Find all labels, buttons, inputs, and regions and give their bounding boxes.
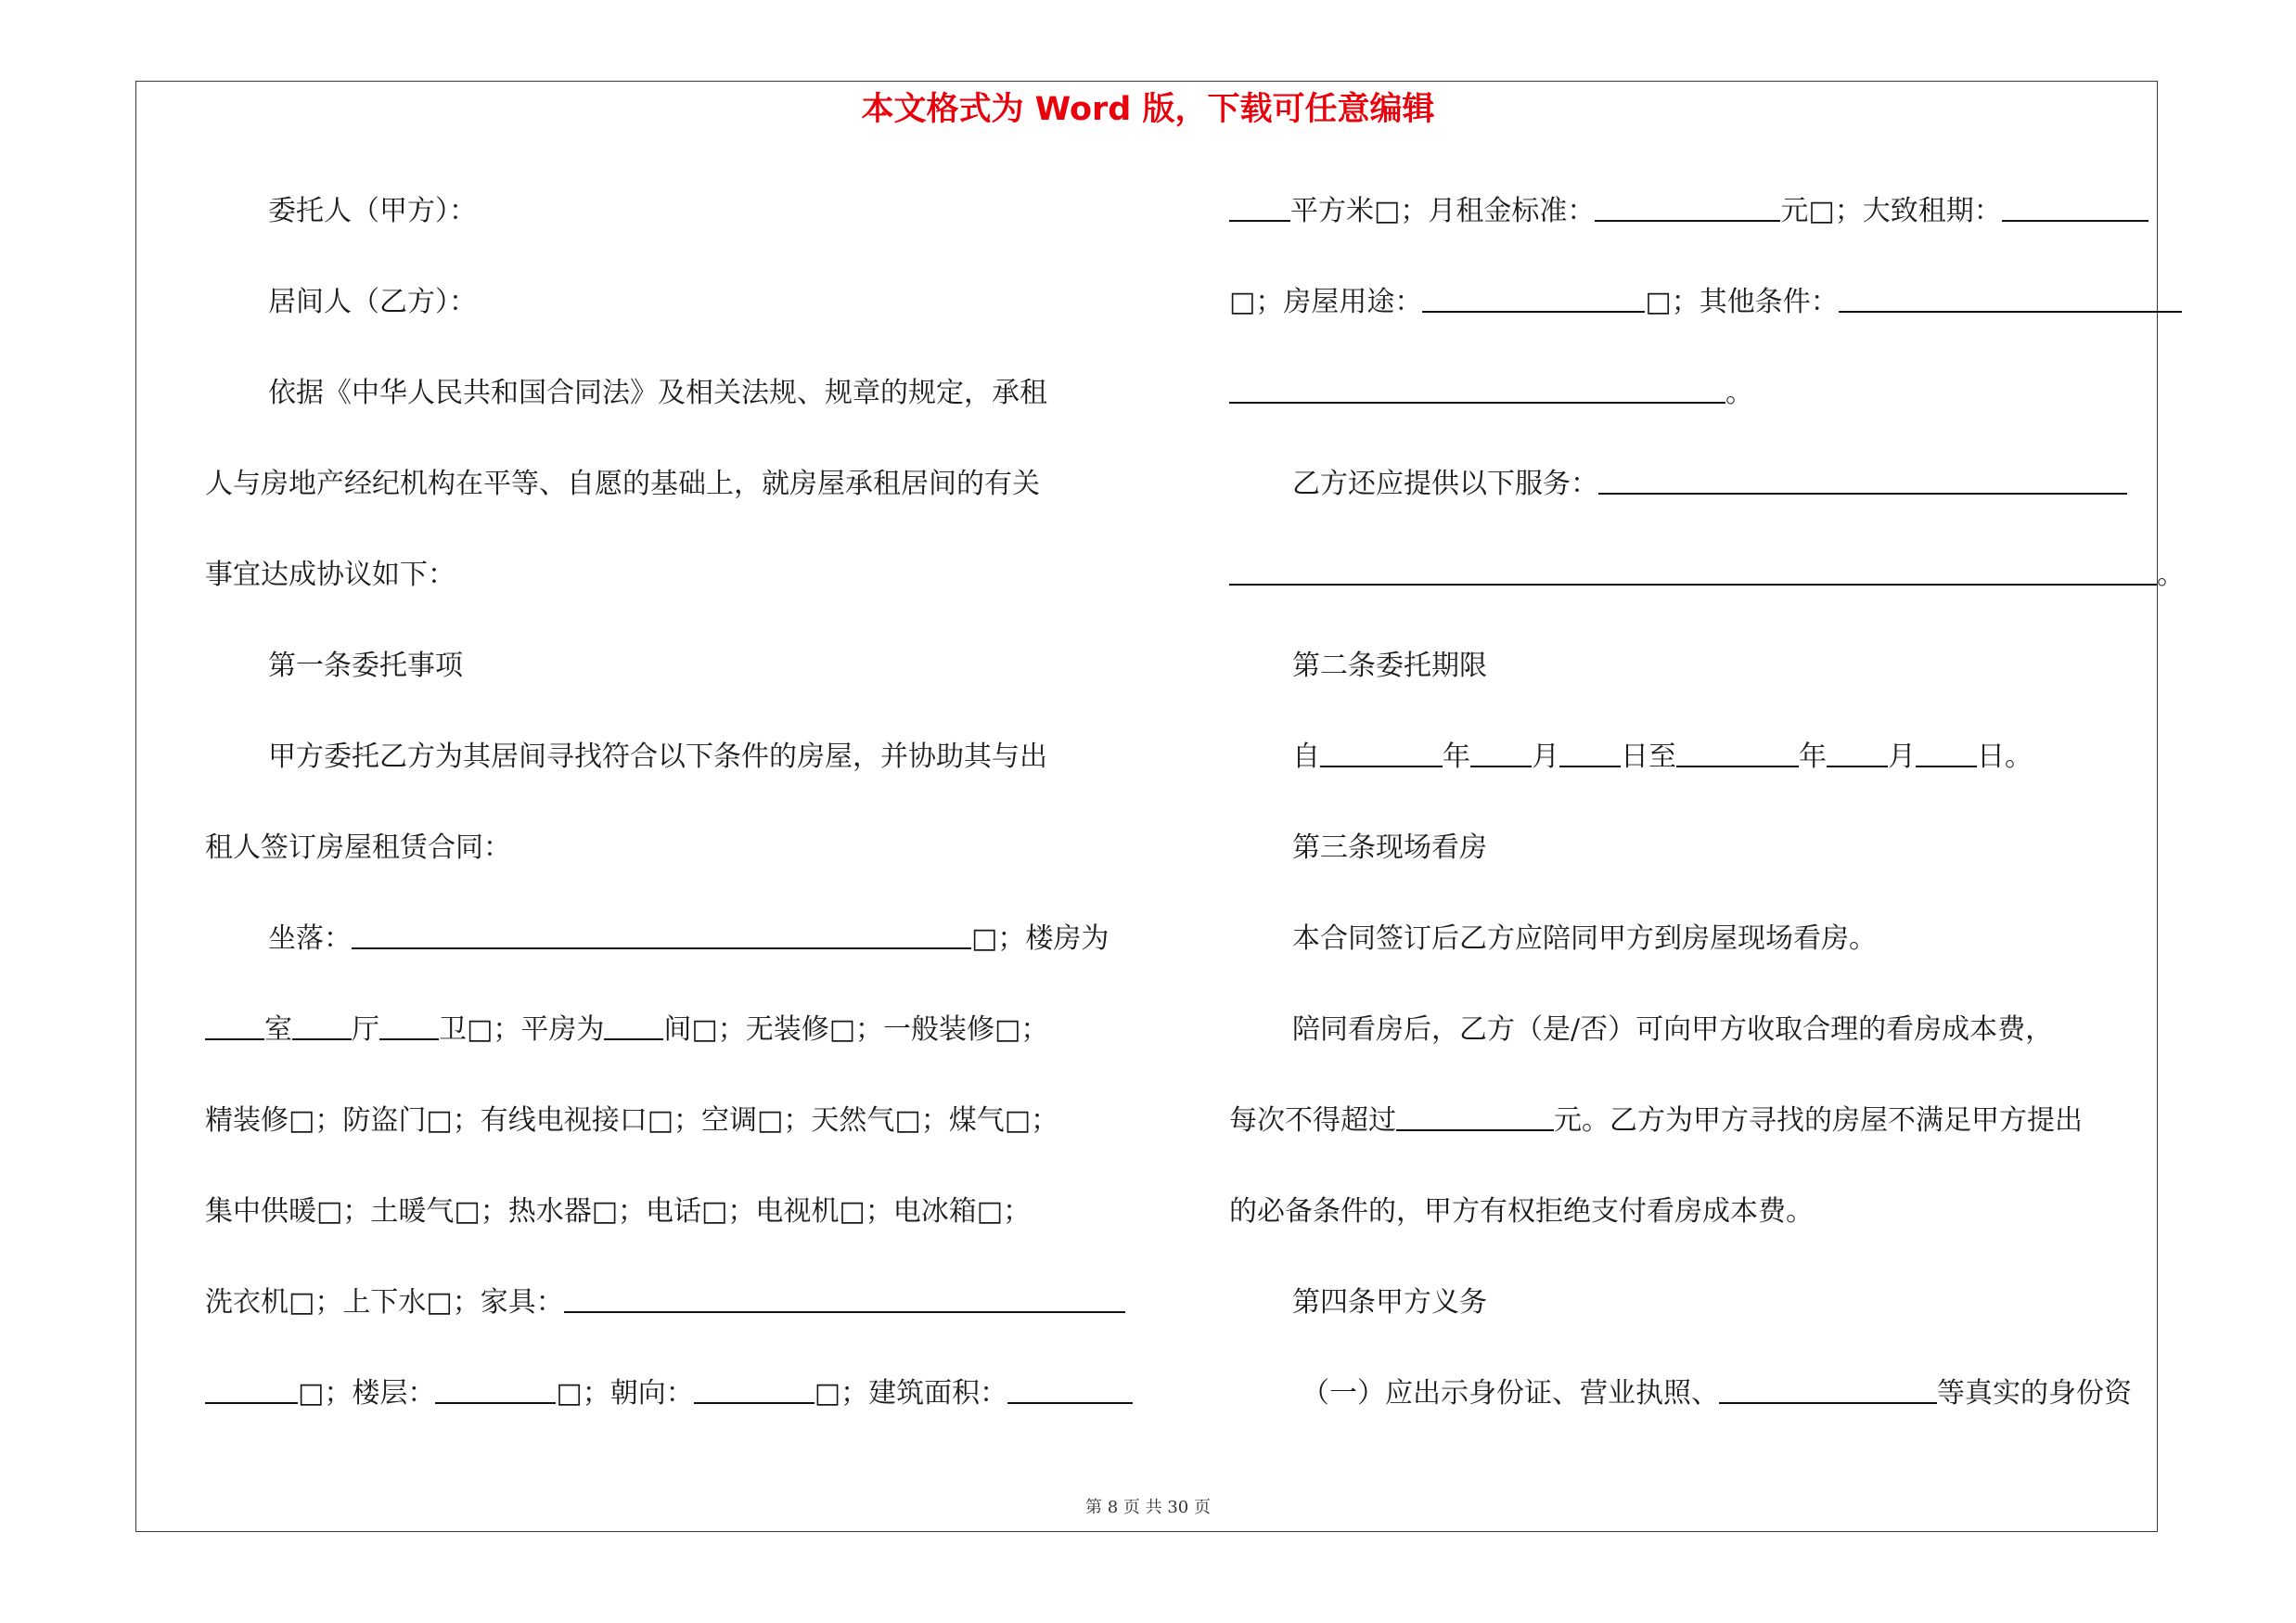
- month-label: 月: [1532, 741, 1559, 773]
- rooms-label: 室: [264, 1013, 292, 1046]
- floor-blank[interactable]: [435, 1402, 556, 1404]
- term-label: 元□；大致租期：: [1780, 195, 2002, 227]
- furniture-blank-cont[interactable]: [205, 1402, 298, 1404]
- location-line: [205, 911, 1135, 1002]
- services-blank[interactable]: [1598, 493, 2127, 495]
- end-month-blank[interactable]: [1827, 766, 1888, 767]
- services-blank-cont[interactable]: [1229, 584, 2157, 586]
- bungalow-blank[interactable]: [604, 1038, 663, 1040]
- rooms-line: [205, 1002, 1135, 1093]
- other-conditions-label: □；其他条件：: [1645, 286, 1839, 318]
- other-conditions-blank[interactable]: [1839, 311, 2182, 313]
- bungalow-label: 间□；无装修□；一般装修□；: [663, 1013, 1049, 1046]
- preamble-line-3: 事宜达成协议如下：: [205, 559, 455, 591]
- month-label: 月: [1888, 741, 1916, 773]
- article-3-line-3: [1229, 1093, 2159, 1184]
- from-label: 自: [1292, 741, 1320, 773]
- term-dates-line: [1229, 729, 2159, 820]
- furniture-label: 洗衣机□；上下水□；家具：: [205, 1286, 564, 1319]
- year-label: 年: [1443, 741, 1470, 773]
- amenities-line-1: 精装修□；防盗门□；有线电视接口□；空调□；天然气□；煤气□；: [205, 1104, 1059, 1137]
- preamble-line-1: 依据《中华人民共和国合同法》及相关法规、规章的规定，承租: [268, 377, 1047, 409]
- floor-line: [205, 1366, 1135, 1457]
- fee-limit-text: 元。乙方为甲方寻找的房屋不满足甲方提出: [1554, 1104, 2083, 1137]
- day-label: 日。: [1977, 741, 2033, 773]
- area-blank[interactable]: [1007, 1402, 1133, 1404]
- period-mark: 。: [1725, 377, 1753, 409]
- article-3-line-1: 本合同签订后乙方应陪同甲方到房屋现场看房。: [1292, 922, 1877, 955]
- usage-label: □；房屋用途：: [1229, 286, 1423, 318]
- broker-party-line: 居间人（乙方）：: [268, 286, 477, 318]
- right-column: [1229, 184, 2185, 1457]
- other-conditions-cont-line: [1229, 366, 2159, 457]
- floor-label: □；楼层：: [298, 1377, 436, 1410]
- preamble-line-2: 人与房地产经纪机构在平等、自愿的基础上，就房屋承租居间的有关: [205, 468, 1040, 500]
- furniture-blank[interactable]: [564, 1311, 1125, 1313]
- id-docs-label: （一）应出示身份证、营业执照、: [1302, 1377, 1719, 1410]
- period-mark: 。: [2157, 559, 2185, 591]
- amenities-line-3: [205, 1275, 1135, 1366]
- start-day-blank[interactable]: [1559, 766, 1621, 767]
- services-cont-line: [1229, 547, 2185, 638]
- id-docs-blank[interactable]: [1719, 1402, 1937, 1404]
- article-3-line-2: 陪同看房后，乙方（是/否）可向甲方收取合理的看房成本费，: [1292, 1013, 2054, 1046]
- article-3-line-4: 的必备条件的，甲方有权拒绝支付看房成本费。: [1229, 1195, 1814, 1228]
- word-format-banner: 本文格式为 Word 版，下载可任意编辑: [861, 91, 1435, 128]
- start-month-blank[interactable]: [1470, 766, 1532, 767]
- client-party-line: 委托人（甲方）：: [268, 195, 477, 227]
- year-label: 年: [1799, 741, 1827, 773]
- usage-line: [1229, 275, 2159, 366]
- baths-label: 卫□；平房为: [439, 1013, 605, 1046]
- id-docs-text: 等真实的身份资: [1937, 1377, 2132, 1410]
- article-4-heading: 第四条甲方义务: [1292, 1286, 1487, 1319]
- page-number: 第 8 页 共 30 页: [1085, 1498, 1211, 1517]
- area-label: □；建筑面积：: [814, 1377, 1008, 1410]
- rent-blank[interactable]: [1595, 220, 1780, 222]
- orientation-blank[interactable]: [694, 1402, 815, 1404]
- rent-line: [1229, 184, 2159, 275]
- halls-label: 厅: [352, 1013, 379, 1046]
- amenities-line-2: 集中供暖□；土暖气□；热水器□；电话□；电视机□；电冰箱□；: [205, 1195, 1032, 1228]
- article-1-line-1: 甲方委托乙方为其居间寻找符合以下条件的房屋，并协助其与出: [268, 741, 1047, 773]
- article-1-line-2: 租人签订房屋租赁合同：: [205, 831, 511, 864]
- article-3-heading: 第三条现场看房: [1292, 831, 1487, 864]
- services-label: 乙方还应提供以下服务：: [1292, 468, 1598, 500]
- day-to-label: 日至: [1621, 741, 1676, 773]
- left-column: [205, 184, 1135, 1457]
- rent-label: 平方米□；月租金标准：: [1290, 195, 1596, 227]
- fee-limit-blank[interactable]: [1396, 1129, 1554, 1131]
- other-conditions-blank-cont[interactable]: [1229, 402, 1725, 404]
- article-2-heading: 第二条委托期限: [1292, 650, 1487, 682]
- article-1-heading: 第一条委托事项: [268, 650, 463, 682]
- end-day-blank[interactable]: [1916, 766, 1977, 767]
- baths-blank[interactable]: [379, 1038, 439, 1040]
- location-blank[interactable]: [352, 947, 971, 949]
- term-blank[interactable]: [2002, 220, 2148, 222]
- building-label: □；楼房为: [971, 922, 1110, 955]
- halls-blank[interactable]: [292, 1038, 352, 1040]
- article-4-line-1: [1229, 1366, 2159, 1457]
- area-blank-cont[interactable]: [1229, 220, 1290, 222]
- usage-blank[interactable]: [1422, 311, 1645, 313]
- orientation-label: □；朝向：: [556, 1377, 694, 1410]
- services-line: [1229, 457, 2159, 547]
- fee-limit-label: 每次不得超过: [1229, 1104, 1396, 1137]
- location-label: 坐落：: [268, 922, 352, 955]
- rooms-blank[interactable]: [205, 1038, 264, 1040]
- start-year-blank[interactable]: [1320, 766, 1443, 767]
- end-year-blank[interactable]: [1676, 766, 1799, 767]
